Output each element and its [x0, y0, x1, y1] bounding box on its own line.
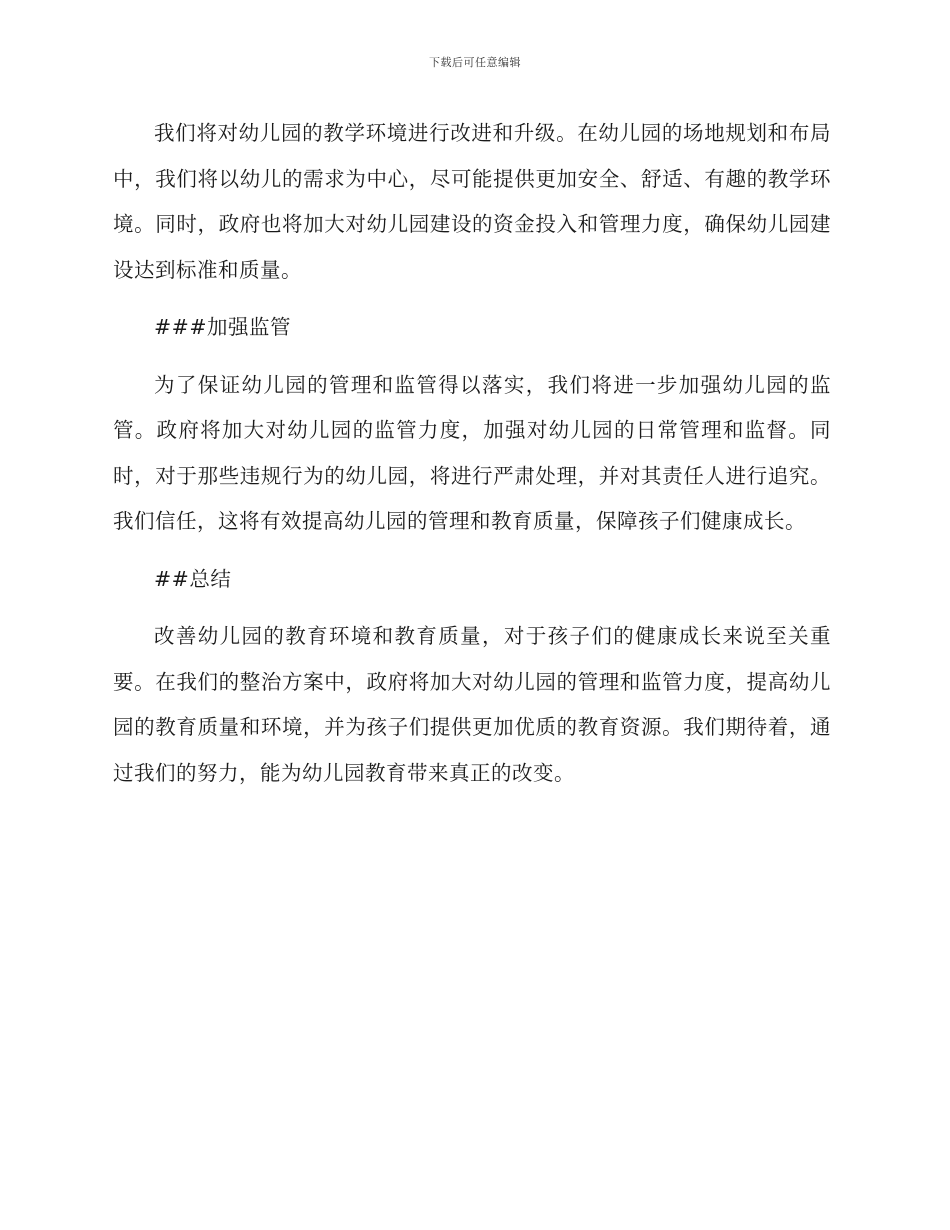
- section-heading-summary: ##总结: [154, 566, 232, 591]
- document-body: [113, 111, 831, 808]
- paragraph-summary: 改善幼儿园的教育环境和教育质量，对于孩子们的健康成长来说至关重要。在我们的整治方案中，政府将加大对幼儿园的管理和监管力度，提高幼儿园的教育质量和环境，并为孩子们提供更加优质的教育资源。我们期待着，通过我们的努力，能为幼儿园教育带来真正的改变。: [113, 624, 831, 785]
- section-heading-supervision: ###加强监管: [154, 315, 292, 339]
- paragraph-environment-upgrade: 我们将对幼儿园的教学环境进行改进和升级。在幼儿园的场地规划和布局中，我们将以幼儿的需求为中心，尽可能提供更加安全、舒适、有趣的教学环境。同时，政府也将加大对幼儿园建设的资金投入和管理力度，确保幼儿园建设达到标准和质量。: [113, 121, 831, 282]
- page-header: 下载后可任意编辑: [429, 56, 521, 69]
- paragraph-supervision: 为了保证幼儿园的管理和监管得以落实，我们将进一步加强幼儿园的监管。政府将加大对幼儿园的监管力度，加强对幼儿园的日常管理和监督。同时，对于那些违规行为的幼儿园，将进行严肃处理，并对其责任人进行追究。我们信任，这将有效提高幼儿园的管理和教育质量，保障孩子们健康成长。: [113, 372, 831, 533]
